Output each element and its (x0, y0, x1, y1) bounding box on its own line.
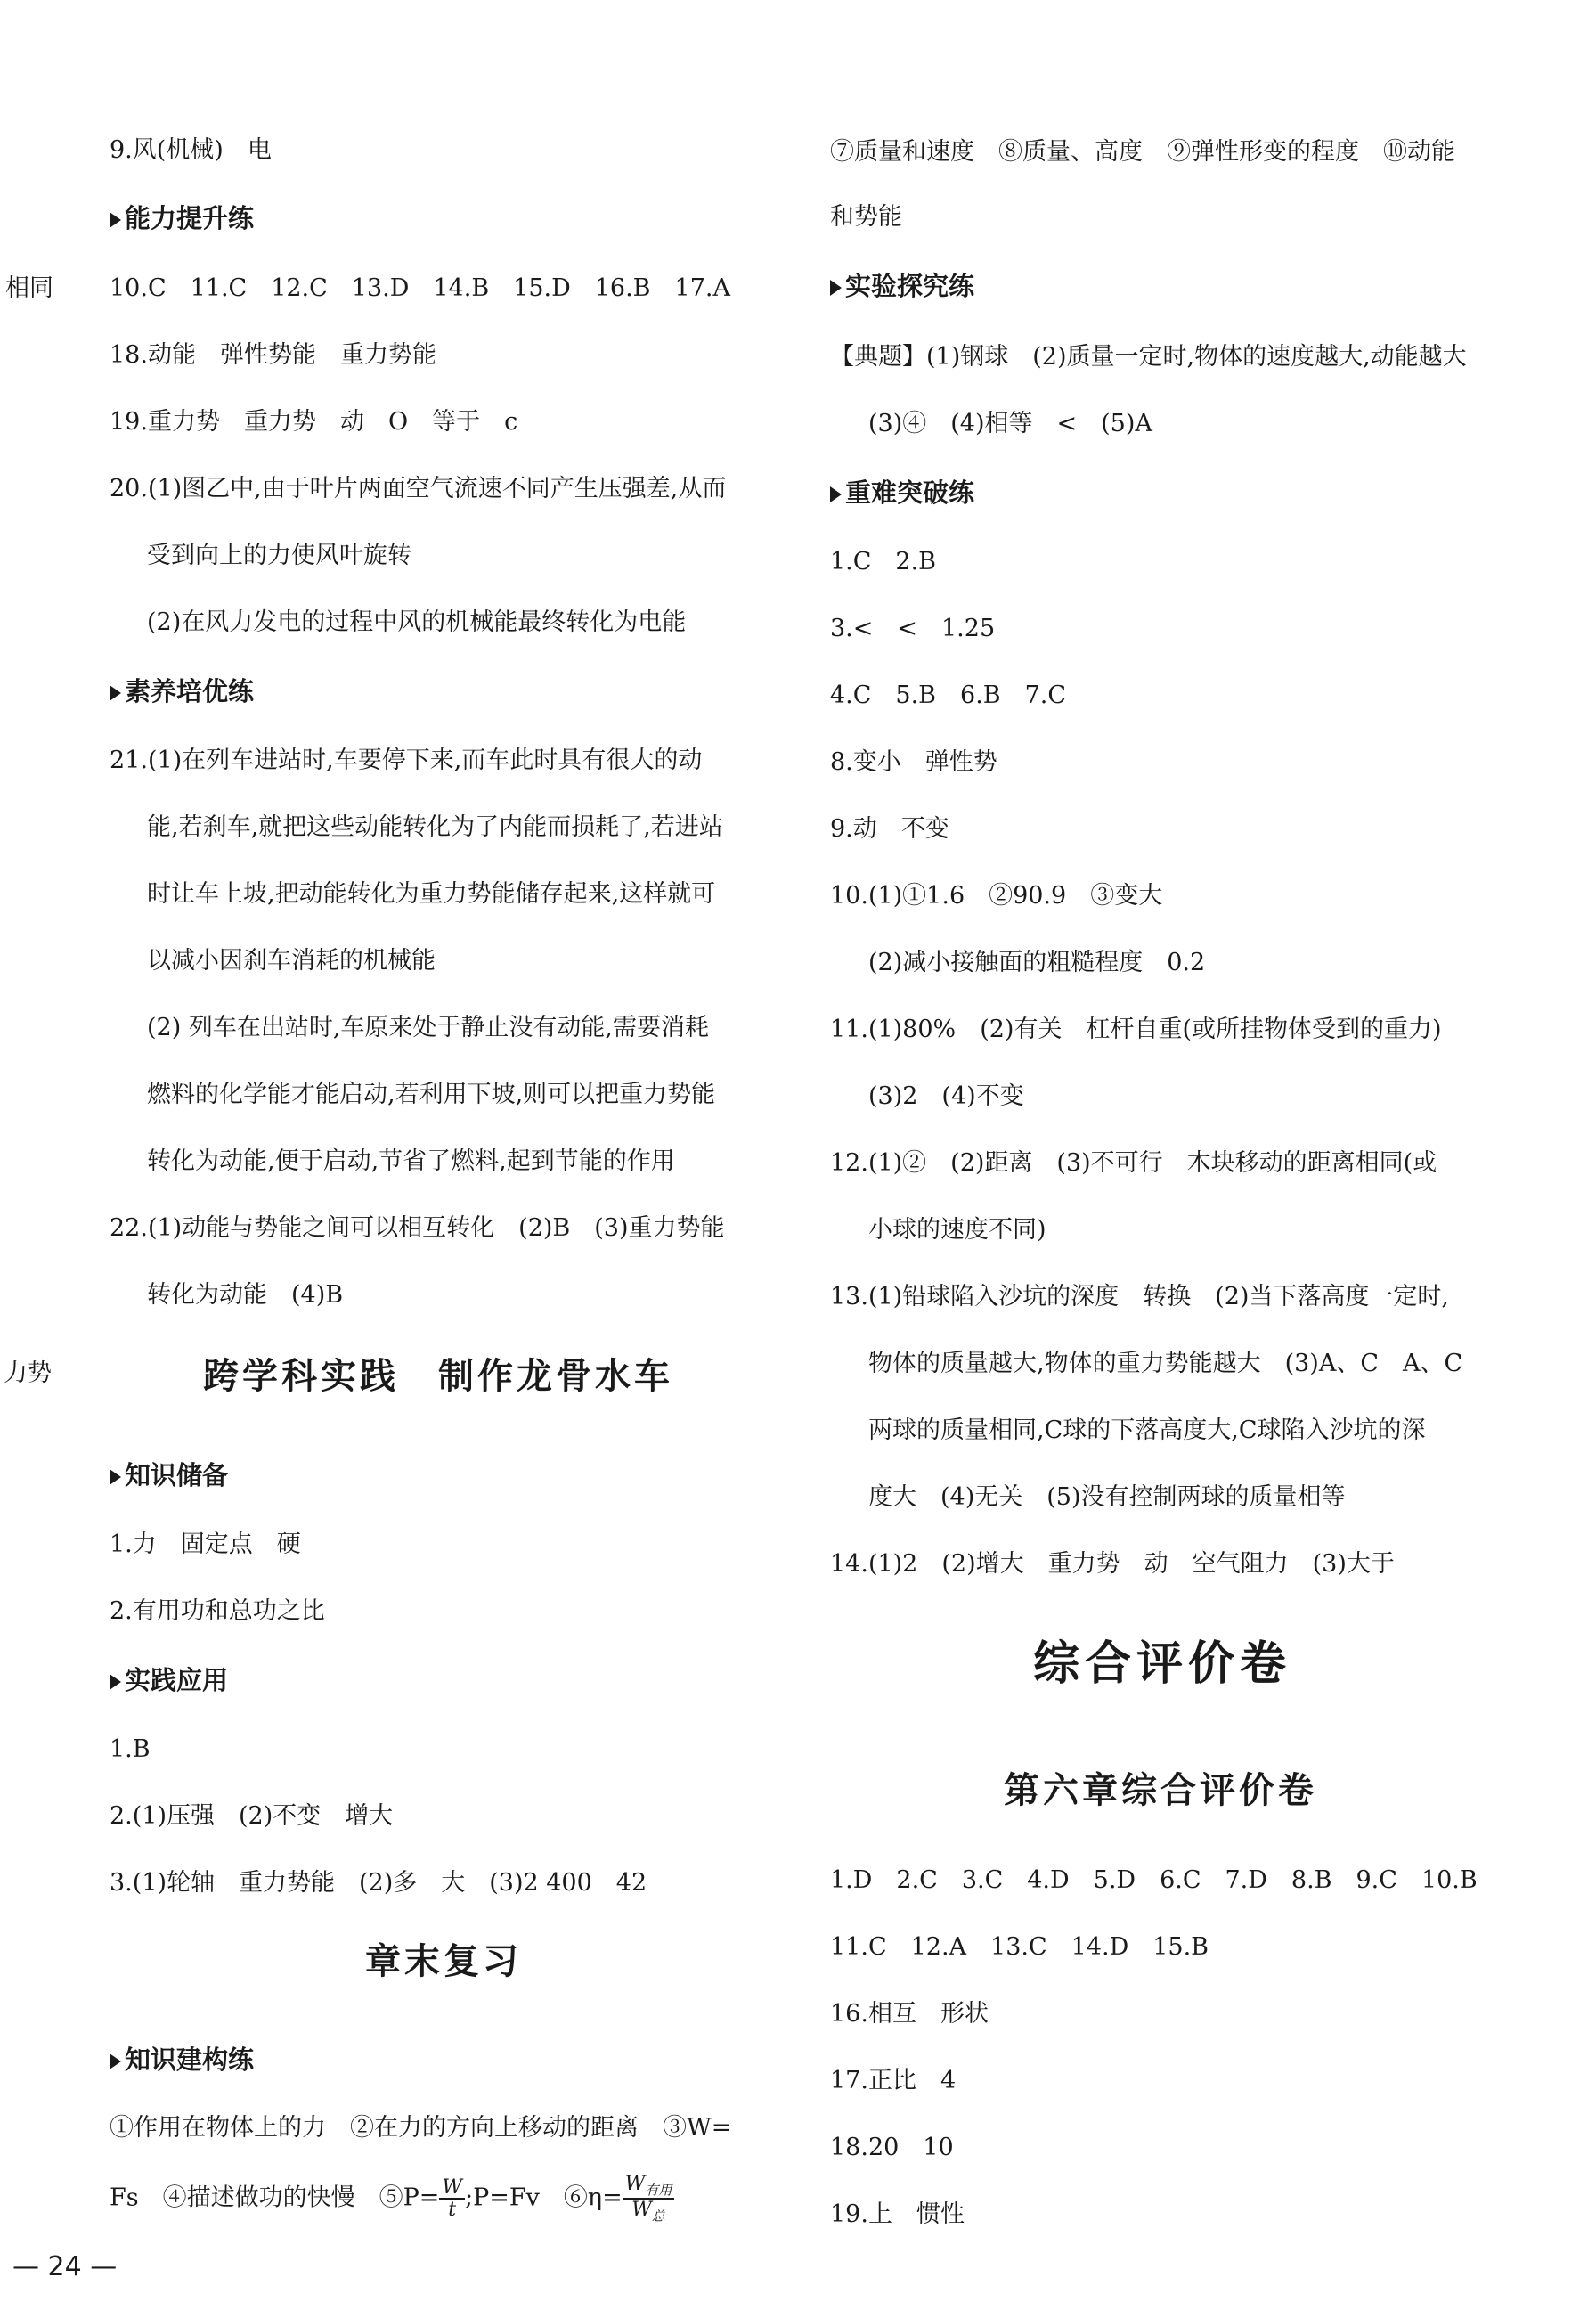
efficiency-fraction: $\frac{W_{有用}}{W_总}$ (623, 2174, 675, 2224)
answer-d13-line1: 13.(1)铅球陷入沙坑的深度 转换 (2)当下落高度一定时, (830, 1283, 1450, 1310)
title-review: 章末复习 (365, 1940, 522, 1982)
title-practice: 跨学科实践 制作龙骨水车 (203, 1355, 673, 1397)
answer-q21-line1: 21.(1)在列车进站时,车要停下来,而车此时具有很大的动 (110, 747, 703, 774)
answer-k2: 2.有用功和总功之比 (110, 1597, 325, 1625)
answer-q20-line1: 20.(1)图乙中,由于叶片两面空气流速不同产生压强差,从而 (110, 475, 727, 502)
answer-q21-line3: 时让车上坡,把动能转化为重力势能储存起来,这样就可 (147, 880, 716, 908)
section-triangle-icon (110, 2053, 121, 2069)
answer-c11-15: 11.C 12.A 13.C 14.D 15.B (830, 1933, 1209, 1961)
answer-c1-10: 1.D 2.C 3.C 4.D 5.D 6.C 7.D 8.B 9.C 10.B (830, 1866, 1478, 1894)
answer-d4: 4.C 5.B 6.B 7.C (830, 682, 1067, 709)
answer-a2: 2.(1)压强 (2)不变 增大 (110, 1802, 394, 1830)
power-fraction: $\frac{W}{t}$ (439, 2177, 465, 2220)
section-triangle-icon (110, 685, 121, 701)
answer-q21-line7: 转化为动能,便于启动,节省了燃料,起到节能的作用 (147, 1147, 675, 1175)
answer-q21-line6: 燃料的化学能才能启动,若利用下坡,则可以把重力势能 (147, 1081, 716, 1108)
answer-c19: 19.上 惯性 (830, 2200, 965, 2228)
section-ability: 能力提升练 (110, 206, 254, 232)
answer-d10-line1: 10.(1)①1.6 ②90.9 ③变大 (830, 882, 1163, 910)
answer-d11-line1: 11.(1)80% (2)有关 杠杆自重(或所挂物体受到的重力) (830, 1016, 1442, 1043)
section-difficult: 重难突破练 (830, 480, 974, 506)
answer-r-line1: ⑦质量和速度 ⑧质量、高度 ⑨弹性形变的程度 ⑩动能 (830, 138, 1455, 166)
answer-d1: 1.C 2.B (830, 548, 937, 575)
section-triangle-icon (110, 212, 121, 228)
answer-q9: 9.风(机械) 电 (110, 136, 272, 164)
answer-c16: 16.相互 形状 (830, 2000, 989, 2028)
answer-d11-line2: (3)2 (4)不变 (868, 1082, 1024, 1110)
margin-fragment-bottom: 力势 (4, 1359, 52, 1387)
answer-q19: 19.重力势 重力势 动 O 等于 c (110, 408, 518, 436)
answer-r-line2: 和势能 (830, 203, 902, 231)
answer-k1: 1.力 固定点 硬 (110, 1530, 301, 1558)
title-chapter6: 第六章综合评价卷 (1004, 1769, 1317, 1811)
margin-fragment-top: 相同 (5, 274, 53, 302)
section-build: 知识建构练 (110, 2047, 254, 2073)
answer-q20-line3: (2)在风力发电的过程中风的机械能最终转化为电能 (147, 608, 687, 636)
answer-d12-line2: 小球的速度不同) (868, 1216, 1046, 1244)
answer-q22-line2: 转化为动能 (4)B (147, 1281, 344, 1309)
answer-d10-line2: (2)减小接触面的粗糙程度 0.2 (868, 949, 1206, 976)
section-triangle-icon (830, 280, 842, 296)
answer-d14: 14.(1)2 (2)增大 重力势 动 空气阻力 (3)大于 (830, 1550, 1395, 1578)
answer-q21-line4: 以减小因刹车消耗的机械能 (147, 947, 436, 975)
answer-c17: 17.正比 4 (830, 2067, 957, 2094)
answer-a3: 3.(1)轮轴 重力势能 (2)多 大 (3)2 400 42 (110, 1869, 647, 1897)
answer-d13-line3: 两球的质量相同,C球的下落高度大,C球陷入沙坑的深 (868, 1416, 1426, 1444)
answer-d12-line1: 12.(1)② (2)距离 (3)不可行 木块移动的距离相同(或 (830, 1149, 1437, 1177)
answer-q10-17: 10.C 11.C 12.C 13.D 14.B 15.D 16.B 17.A (110, 274, 730, 302)
answer-q21-line5: (2) 列车在出站时,车原来处于静止没有动能,需要消耗 (147, 1014, 709, 1041)
answer-build-line1: ①作用在物体上的力 ②在力的方向上移动的距离 ③W= (110, 2114, 732, 2142)
answer-q20-line2: 受到向上的力使风叶旋转 (147, 542, 411, 569)
title-comprehensive: 综合评价卷 (1033, 1637, 1292, 1691)
answer-ex-line1: 【典题】(1)钢球 (2)质量一定时,物体的速度越大,动能越大 (830, 343, 1467, 371)
answer-a1: 1.B (110, 1735, 151, 1763)
answer-q21-line2: 能,若刹车,就把这些动能转化为了内能而损耗了,若进站 (147, 813, 723, 841)
answer-d9: 9.动 不变 (830, 815, 949, 843)
answer-q18: 18.动能 弹性势能 重力势能 (110, 341, 436, 369)
answer-q22-line1: 22.(1)动能与势能之间可以相互转化 (2)B (3)重力势能 (110, 1214, 725, 1242)
section-triangle-icon (110, 1674, 121, 1690)
section-literacy: 素养培优练 (110, 679, 254, 705)
section-triangle-icon (110, 1469, 121, 1485)
answer-d13-line2: 物体的质量越大,物体的重力势能越大 (3)A、C A、C (868, 1350, 1463, 1377)
section-experiment: 实验探究练 (830, 273, 974, 299)
answer-ex-line2: (3)④ (4)相等 < (5)A (868, 410, 1152, 437)
answer-d8: 8.变小 弹性势 (830, 748, 998, 776)
section-triangle-icon (830, 486, 842, 502)
section-knowledge: 知识储备 (110, 1463, 228, 1489)
section-apply: 实践应用 (110, 1668, 228, 1694)
answer-d13-line4: 度大 (4)无关 (5)没有控制两球的质量相等 (868, 1483, 1346, 1511)
answer-build-line2: Fs ④描述做功的快慢 ⑤P= $\frac{W}{t}$ ;P=Fv ⑥η= $\frac{W_{有用}}{W_总}$ (110, 2174, 674, 2224)
answer-d3: 3.< < 1.25 (830, 615, 996, 642)
page-number: — 24 — (12, 2251, 118, 2282)
answer-c18: 18.20 10 (830, 2134, 954, 2161)
